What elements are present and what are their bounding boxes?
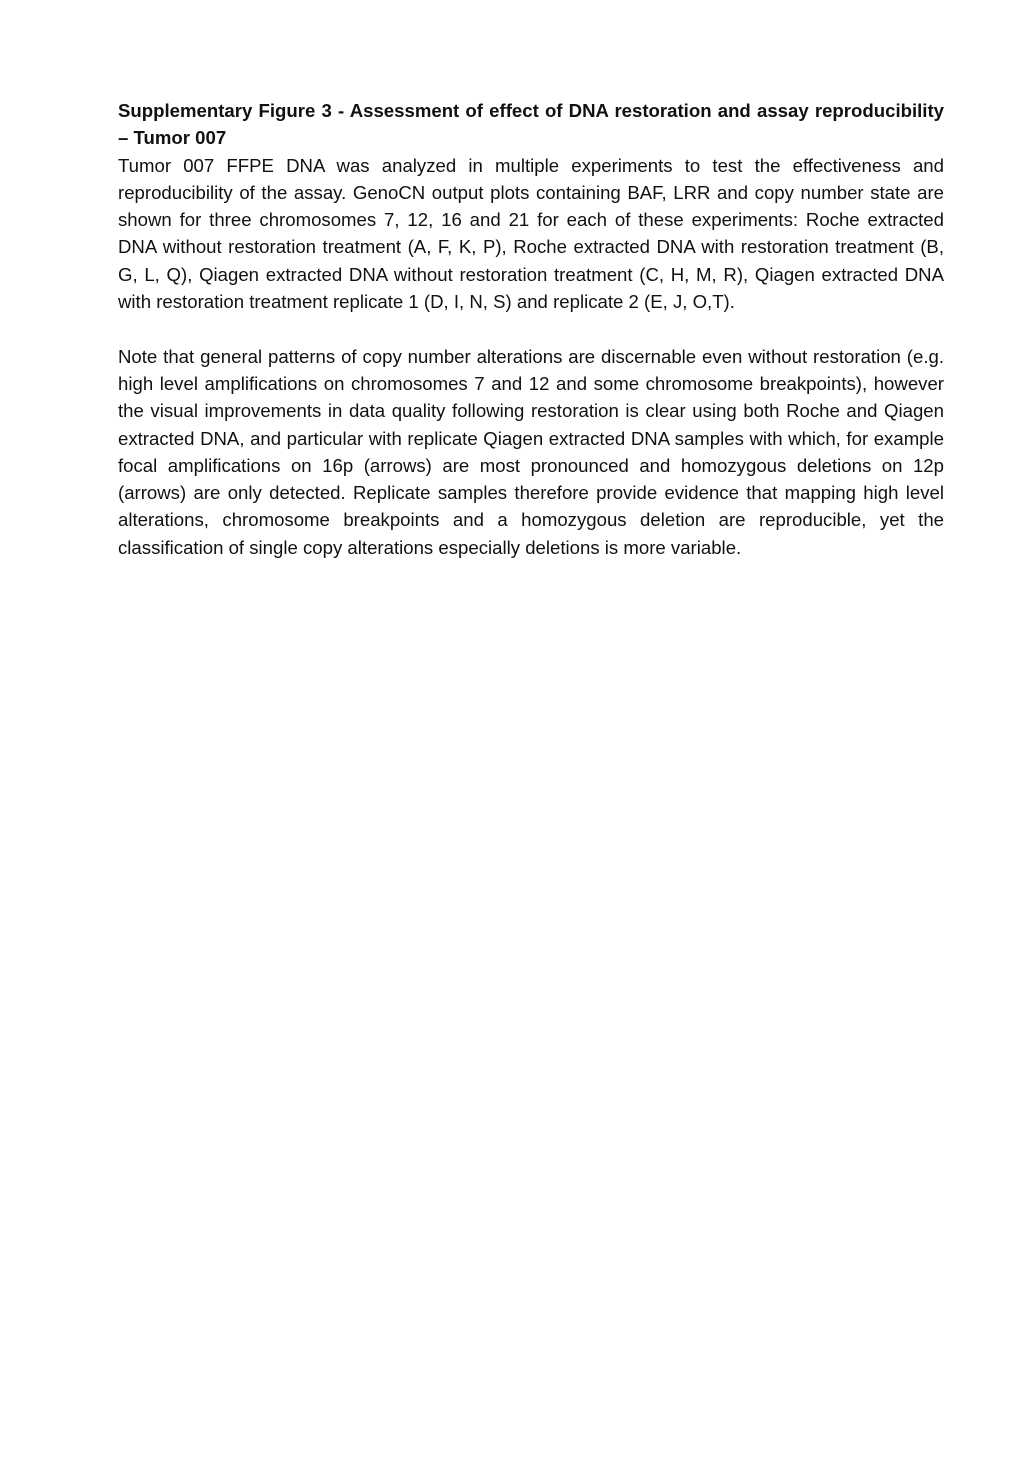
caption-paragraph-1: Tumor 007 FFPE DNA was analyzed in multiple experiments to test the effectiveness and reproducibility of the assay. GenoCN output plots containing BAF, LRR and copy number state are shown for three chromosomes 7, 12, 16 and 21 for each of these experiments: Roche extracted DNA without restoration treatment (A, F, K, P), Roche extracted DNA with restoration treatment (B, G, L, Q), Qiagen extracted DNA without restoration treatment (C, H, M, R), Qiagen extracted DNA with restoration treatment replicate 1 (D, I, N, S) and replicate 2 (E, J, O,T).: [118, 154, 944, 313]
paragraph-spacer: [118, 315, 944, 342]
figure-caption-title: Supplementary Figure 3 - Assessment of effect of DNA restoration and assay reproducibility – Tumor 007: [118, 100, 944, 149]
caption-paragraph-2: Note that general patterns of copy number alterations are discernable even without restoration (e.g. high level amplifications on chromosomes 7 and 12 and some chromosome breakpoints), however the visual improvements in data quality following restoration is clear using both Roche and Qiagen extracted DNA, and particular with replicate Qiagen extracted DNA samples with which, for example focal amplifications on 16p (arrows) are most pronounced and homozygous deletions on 12p (arrows) are only detected. Replicate samples therefore provide evidence that mapping high level alterations, chromosome breakpoints and a homozygous deletion are reproducible, yet the classification of single copy alterations especially deletions is more variable.: [118, 345, 944, 558]
document-page: [118, 97, 944, 561]
